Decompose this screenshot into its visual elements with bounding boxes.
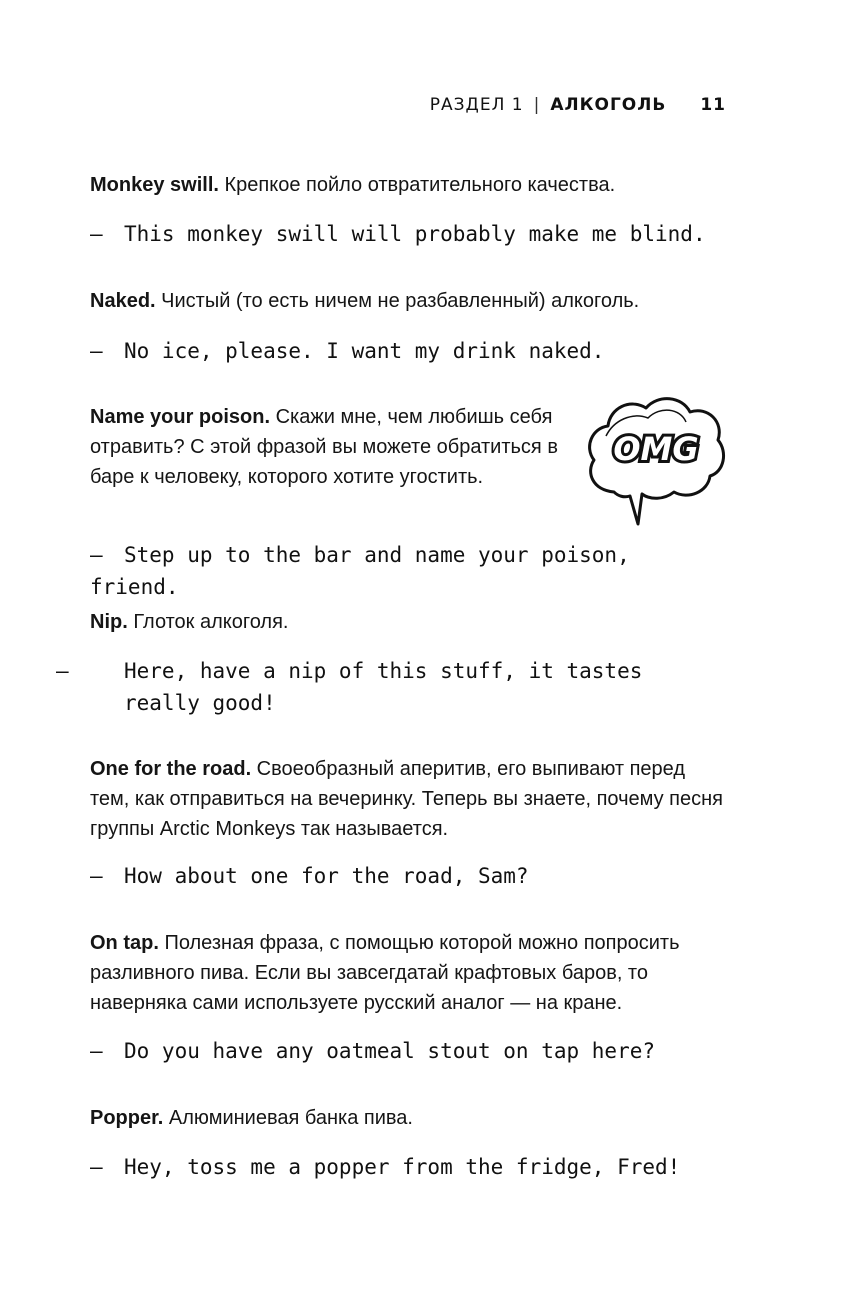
entry-term: One for the road.: [90, 758, 252, 780]
entry-term: Popper.: [90, 1107, 164, 1129]
example-dash: —: [90, 339, 103, 363]
chapter-title: АЛКОГОЛЬ: [550, 95, 667, 115]
entry-definition: Скажи мне, чем любишь себя отравить? С этой фразой вы можете обратиться в баре к человеку, которого хотите угостить.: [90, 406, 558, 488]
example-dash: —: [90, 1039, 103, 1063]
entry-definition: Своеобразный аперитив, его выпивают перед тем, как отправиться на вечеринку. Теперь вы знаете, почему песня группы Arctic Monkeys так называется.: [90, 758, 723, 840]
entry-example: [90, 860, 730, 892]
glossary-entry: [90, 607, 726, 637]
entry-term: Monkey swill.: [90, 174, 219, 196]
glossary-entry: [90, 754, 726, 844]
example-dash: —: [90, 1155, 103, 1179]
omg-text: OMG: [613, 430, 699, 468]
entry-term: Naked.: [90, 290, 156, 312]
example-text: How about one for the road, Sam?: [124, 864, 529, 888]
entry-definition: Чистый (то есть ничем не разбавленный) алкоголь.: [155, 290, 640, 312]
example-text: Do you have any oatmeal stout on tap here?: [124, 1039, 656, 1063]
section-label: РАЗДЕЛ 1: [429, 95, 524, 115]
entry-example: [90, 1151, 730, 1183]
example-text: Step up to the bar and name your poison, friend.: [90, 543, 630, 599]
entry-example: [90, 539, 730, 603]
entry-example: [90, 335, 730, 367]
entry-example: [90, 218, 730, 250]
glossary-entry: [90, 402, 570, 492]
example-text: Hey, toss me a popper from the fridge, Fred!: [124, 1155, 681, 1179]
running-header: [430, 95, 726, 115]
entry-term: On tap.: [90, 932, 159, 954]
glossary-entry: [90, 170, 726, 200]
glossary-entry: [90, 928, 726, 1018]
example-text: This monkey swill will probably make me blind.: [124, 222, 706, 246]
example-dash: —: [56, 659, 69, 683]
glossary-entry: [90, 286, 726, 316]
example-text: Here, have a nip of this stuff, it tastes really good!: [124, 659, 643, 715]
entry-example: [56, 655, 730, 719]
entry-definition: Крепкое пойло отвратительного качества.: [218, 174, 616, 196]
example-dash: —: [90, 864, 103, 888]
example-text: No ice, please. I want my drink naked.: [124, 339, 605, 363]
entry-definition: Полезная фраза, с помощью которой можно попросить разливного пива. Если вы завсегдатай крафтовых баров, то наверняка сами используете русский аналог — на кране.: [90, 932, 680, 1014]
glossary-entry: [90, 1103, 726, 1133]
example-dash: —: [90, 222, 103, 246]
entry-example: [90, 1035, 730, 1067]
entry-term: Name your poison.: [90, 406, 271, 428]
speech-bubble-icon: [584, 392, 726, 527]
entry-definition: Глоток алкоголя.: [127, 611, 289, 633]
entry-definition: Алюминиевая банка пива.: [163, 1107, 413, 1129]
entry-term: Nip.: [90, 611, 128, 633]
header-separator: |: [533, 95, 541, 115]
page-number: 11: [700, 95, 726, 115]
example-dash: —: [90, 543, 103, 567]
